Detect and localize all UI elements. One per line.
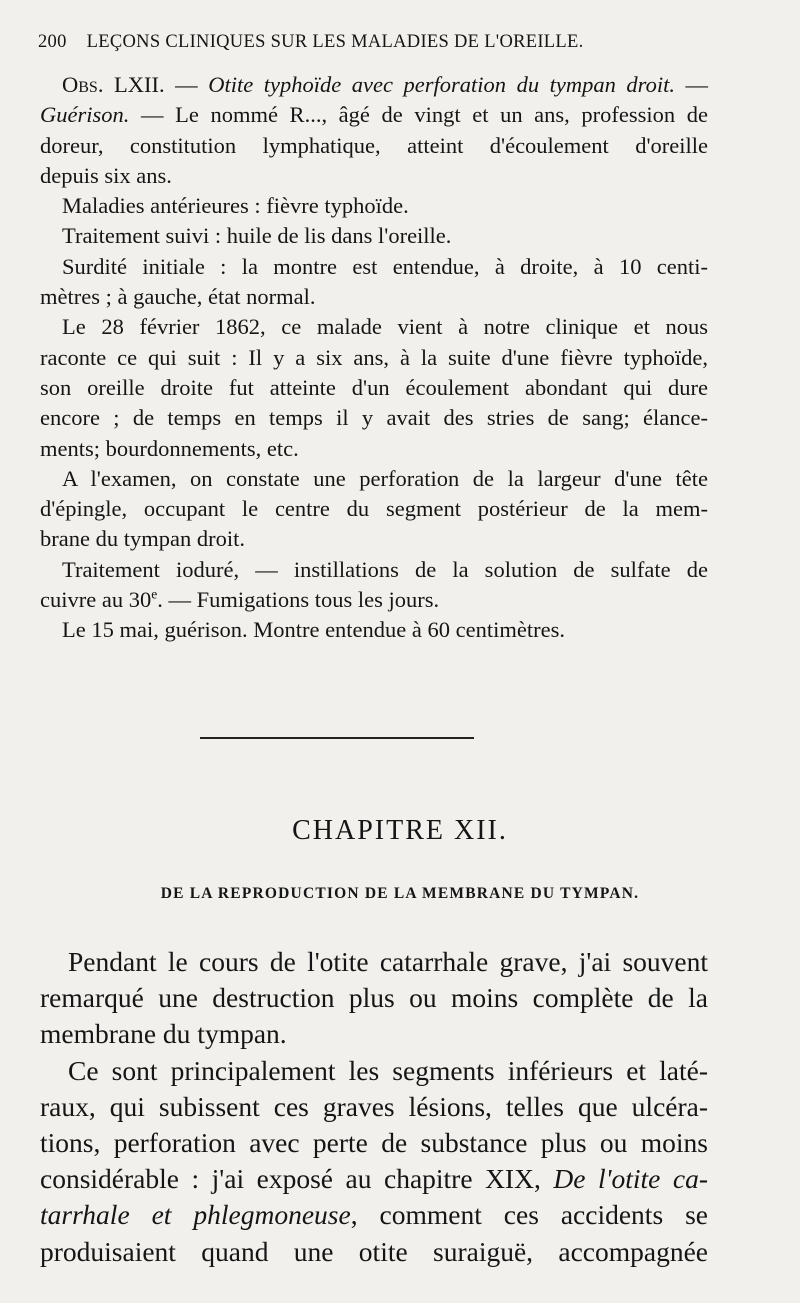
obs-line-5: Maladies antérieures : fièvre typhoïde.: [62, 193, 409, 219]
running-head: [38, 32, 740, 53]
obs-line-16: brane du tympan droit.: [40, 526, 245, 552]
obs-line-15: d'épingle, occupant le centre du segment postérieur de la mem-: [40, 496, 708, 522]
obs-line-1: Obs. LXII. — Otite typhoïde avec perforation du tympan droit. —: [62, 72, 708, 97]
running-title: LEÇONS CLINIQUES SUR LES MALADIES DE L'OREILLE.: [86, 32, 584, 52]
obs-line-19: Le 15 mai, guérison. Montre entendue à 60 centimètres.: [62, 617, 565, 643]
body-line-1: Pendant le cours de l'otite catarrhale grave, j'ai souvent: [68, 946, 708, 977]
obs-line-10: raconte ce qui suit : Il y a six ans, à la suite d'une fièvre typhoïde,: [40, 344, 708, 370]
section-divider: [200, 737, 474, 739]
obs-line-7: Surdité initiale : la montre est entendue, à droite, à 10 centi-: [62, 253, 708, 279]
chapter-title: CHAPITRE XII.: [292, 815, 508, 846]
obs-line-6: Traitement suivi : huile de lis dans l'oreille.: [62, 223, 452, 249]
body-line-8: tarrhale et phlegmoneuse, comment ces accidents se: [40, 1199, 708, 1231]
obs-line-4: depuis six ans.: [40, 162, 172, 188]
obs-line-11: son oreille droite fut atteinte d'un écoulement abondant qui dure: [40, 374, 708, 400]
body-line-5: raux, qui subissent ces graves lésions, telles que ulcéra-: [40, 1090, 708, 1122]
body-line-6: tions, perforation avec perte de substance plus ou moins: [40, 1127, 708, 1159]
observation-block: [40, 70, 708, 646]
obs-line-17: Traitement ioduré, — instillations de la solution de sulfate de: [62, 556, 708, 582]
obs-line-12: encore ; de temps en temps il y avait des stries de sang; élance-: [40, 405, 708, 431]
body-line-3: membrane du tympan.: [40, 1018, 287, 1050]
obs-line-18: cuivre au 30e. — Fumigations tous les jours.: [40, 586, 440, 613]
body-line-4: Ce sont principalement les segments inférieurs et laté-: [68, 1054, 708, 1086]
body-line-9: produisaient quand une otite suraiguë, accompagnée: [40, 1235, 708, 1267]
obs-line-2: Guérison. — Le nommé R..., âgé de vingt et un ans, profession de: [40, 102, 708, 128]
body-text: [40, 944, 708, 1270]
obs-line-13: ments; bourdonnements, etc.: [40, 435, 299, 461]
obs-line-14: A l'examen, on constate une perforation de la largeur d'une tête: [62, 465, 708, 491]
obs-line-3: doreur, constitution lymphatique, atteint d'écoulement d'oreille: [40, 132, 708, 158]
page-number: 200: [38, 32, 67, 52]
body-line-7: considérable : j'ai exposé au chapitre XIX, De l'otite ca-: [40, 1163, 709, 1195]
obs-line-8: mètres ; à gauche, état normal.: [40, 284, 316, 310]
obs-line-9: Le 28 février 1862, ce malade vient à notre clinique et nous: [62, 314, 708, 340]
chapter-subtitle: DE LA REPRODUCTION DE LA MEMBRANE DU TYMPAN.: [160, 885, 640, 902]
body-line-2: remarqué une destruction plus ou moins complète de la: [40, 982, 708, 1014]
